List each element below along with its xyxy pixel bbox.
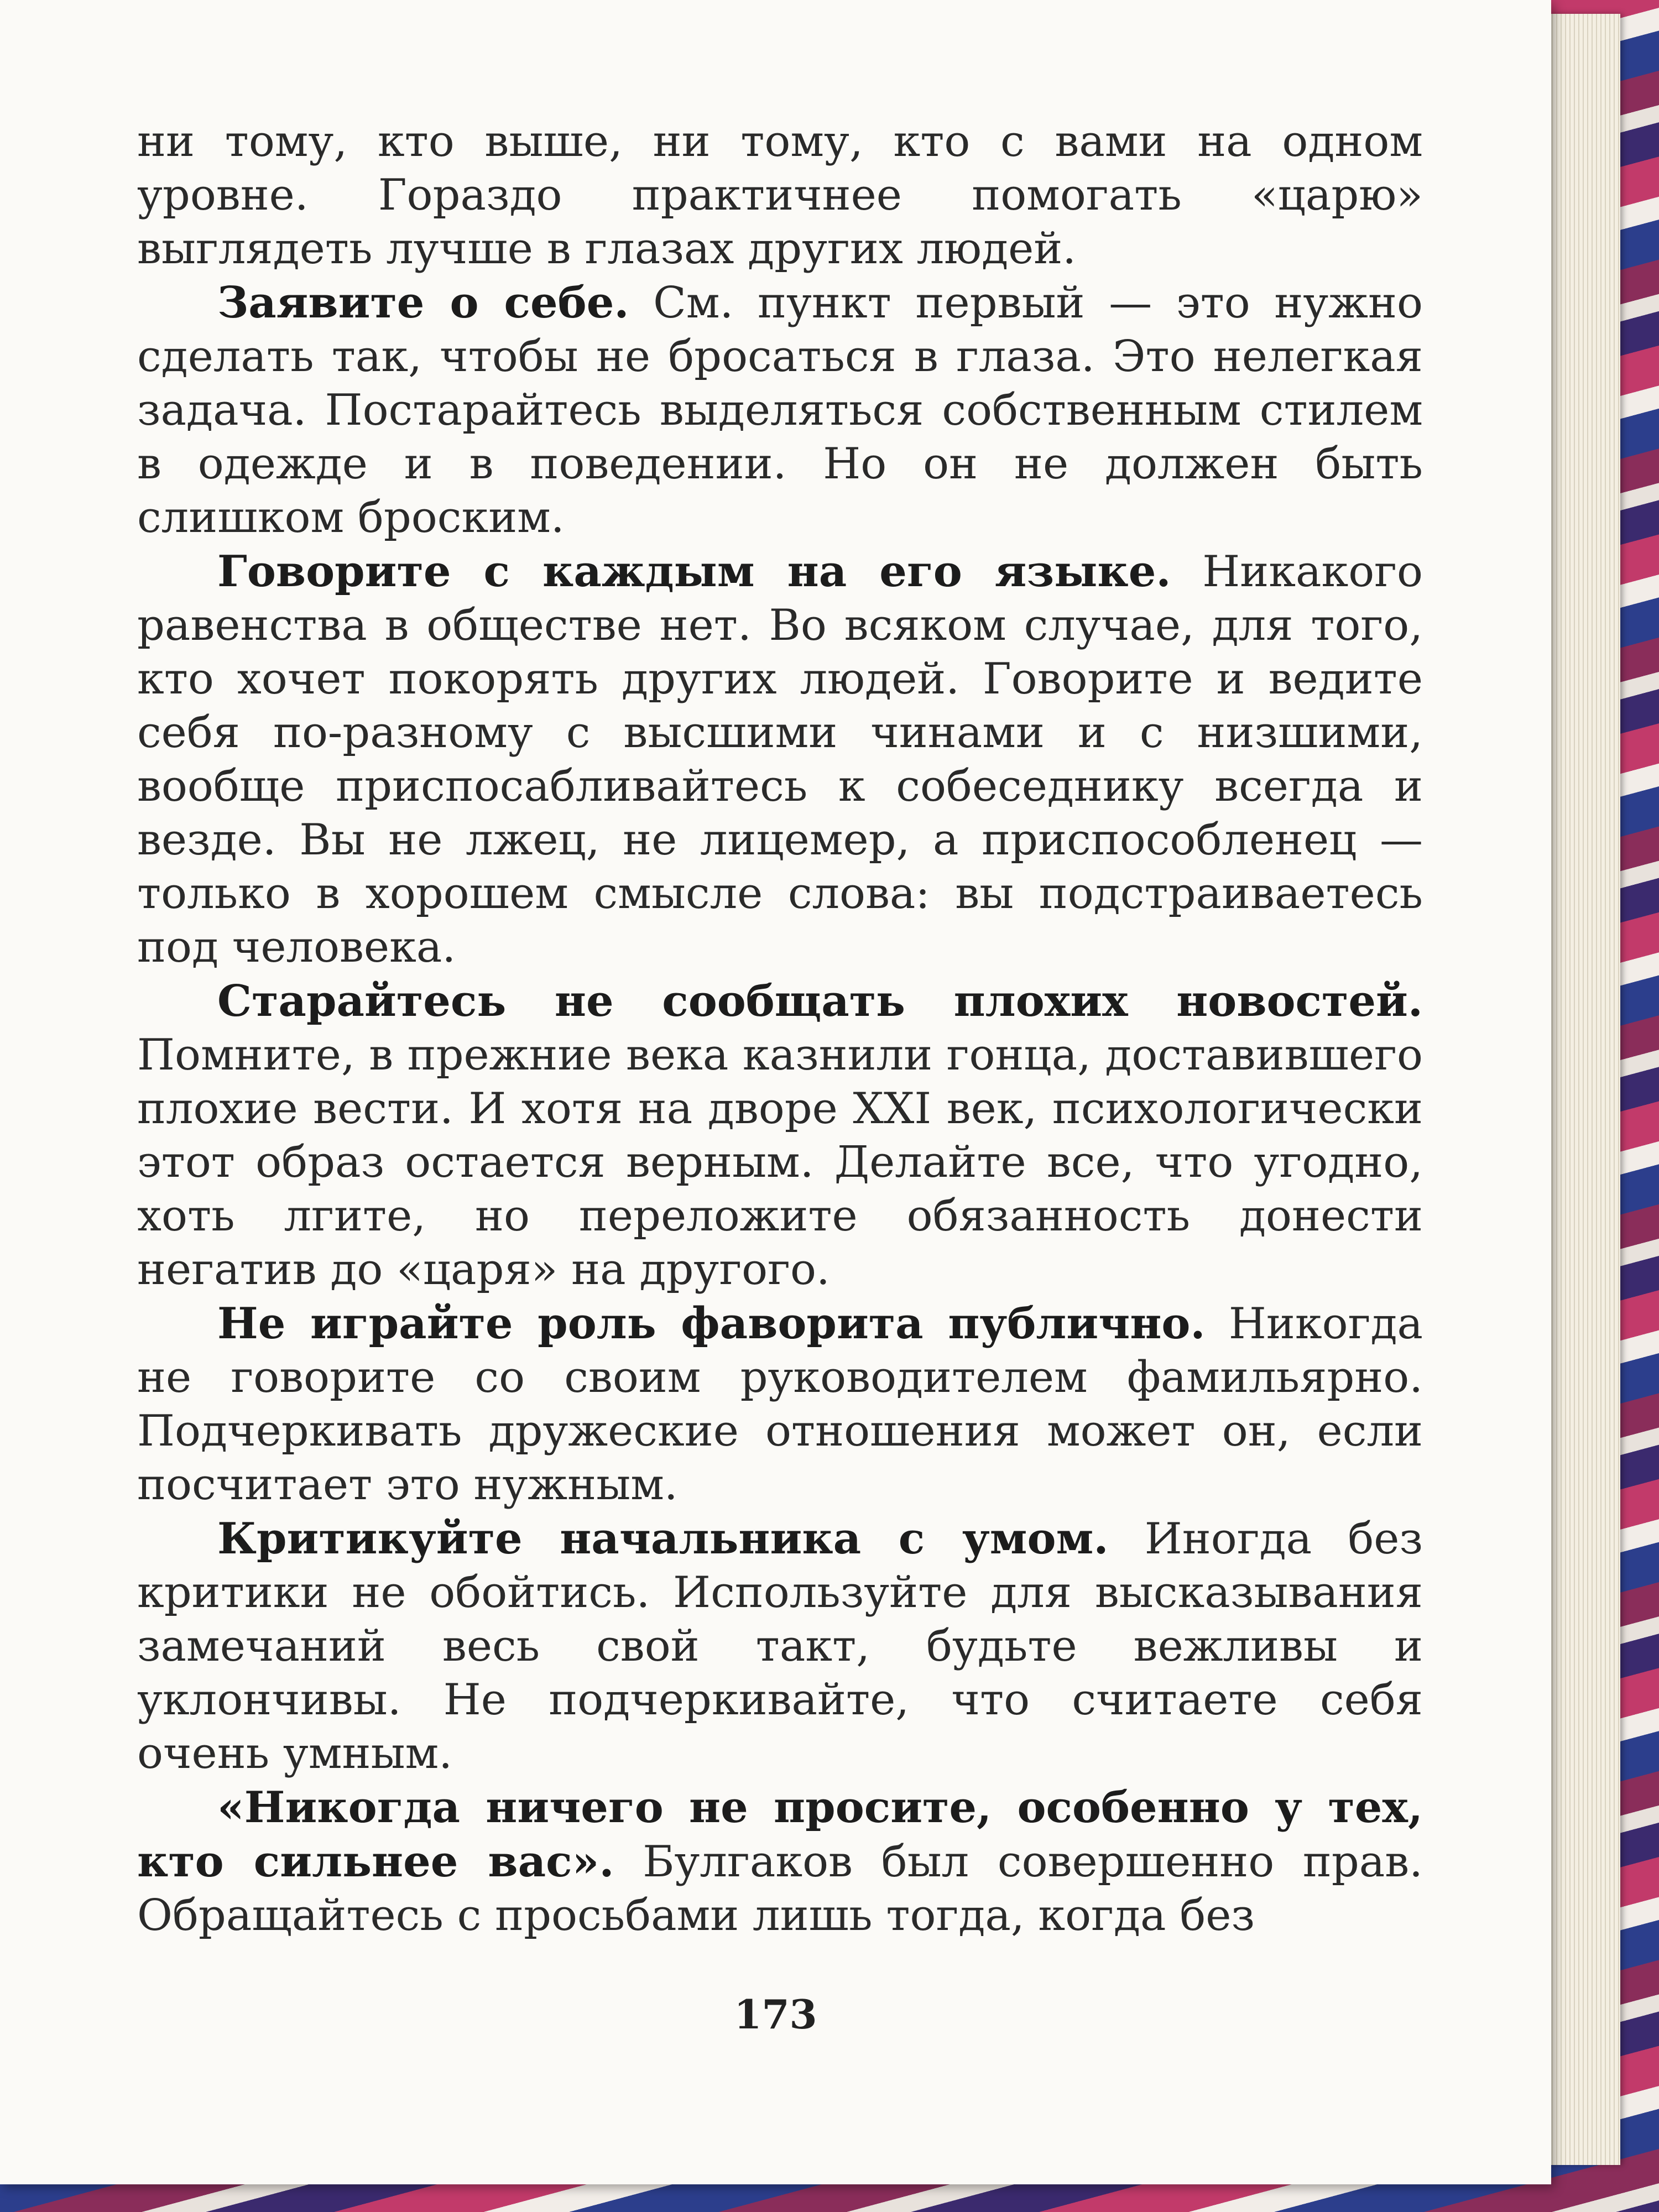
tip-paragraph-6 [137,1781,1423,1943]
tip-heading: Говорите с каждым на его языке. [217,546,1171,597]
page-number: 173 [734,1991,817,2038]
tip-body: См. пункт первый — это нужно сделать так, чтобы не бросаться в глаза. Это нелегкая задача. Постарайтесь выделяться собственным стилем в одежде и в поведении. Но он не должен быть слишком броским. [137,278,1423,542]
tip-paragraph-4 [137,1297,1423,1512]
page-text [137,115,1423,1943]
tip-paragraph-5 [137,1512,1423,1781]
tip-body: Никогда не говорите со своим руководителем фамильярно. Подчеркивать дружеские отношения может он, если посчитает это нужным. [137,1299,1423,1510]
tip-body: Булгаков был совершенно прав. Обращайтесь с просьбами лишь тогда, когда без [137,1837,1423,1940]
tip-heading: Старайтесь не сообщать плохих новостей. [217,976,1423,1026]
tip-heading: Критикуйте начальника с умом. [217,1514,1109,1564]
tip-paragraph-2 [137,545,1423,974]
tip-heading: Не играйте роль фаворита публично. [217,1298,1206,1349]
tip-body: Помните, в прежние века казнили гонца, доставившего плохие вести. И хотя на дворе XXI век, психологически этот образ остается верным. Делайте все, что угодно, хоть лгите, но переложите обязанность донести негатив до «царя» на другого. [137,1030,1423,1295]
tip-heading: Заявите о себе. [217,278,629,328]
intro-paragraph: ни тому, кто выше, ни тому, кто с вами на одном уровне. Гораздо практичнее помогать «царю» выглядеть лучше в глазах других людей. [137,117,1423,274]
page-stack-edge [1548,14,1620,2165]
tip-paragraph-1 [137,276,1423,545]
tip-body: Никакого равенства в обществе нет. Во всяком случае, для того, кто хочет покорять других людей. Говорите и ведите себя по-разному с высшими чинами и с низшими, вообще приспосабливайтесь к собеседнику всегда и везде. Вы не лжец, не лицемер, а приспособленец — только в хорошем смысле слова: вы подстраиваетесь под человека. [137,547,1423,972]
tip-paragraph-3 [137,974,1423,1297]
tip-heading: «Никогда ничего не просите, особенно у тех, кто сильнее вас». [137,1782,1423,1887]
tip-body: Иногда без критики не обойтись. Используйте для высказывания замечаний весь свой такт, будьте вежливы и уклончивы. Не подчеркивайте, что считаете себя очень умным. [137,1514,1423,1778]
